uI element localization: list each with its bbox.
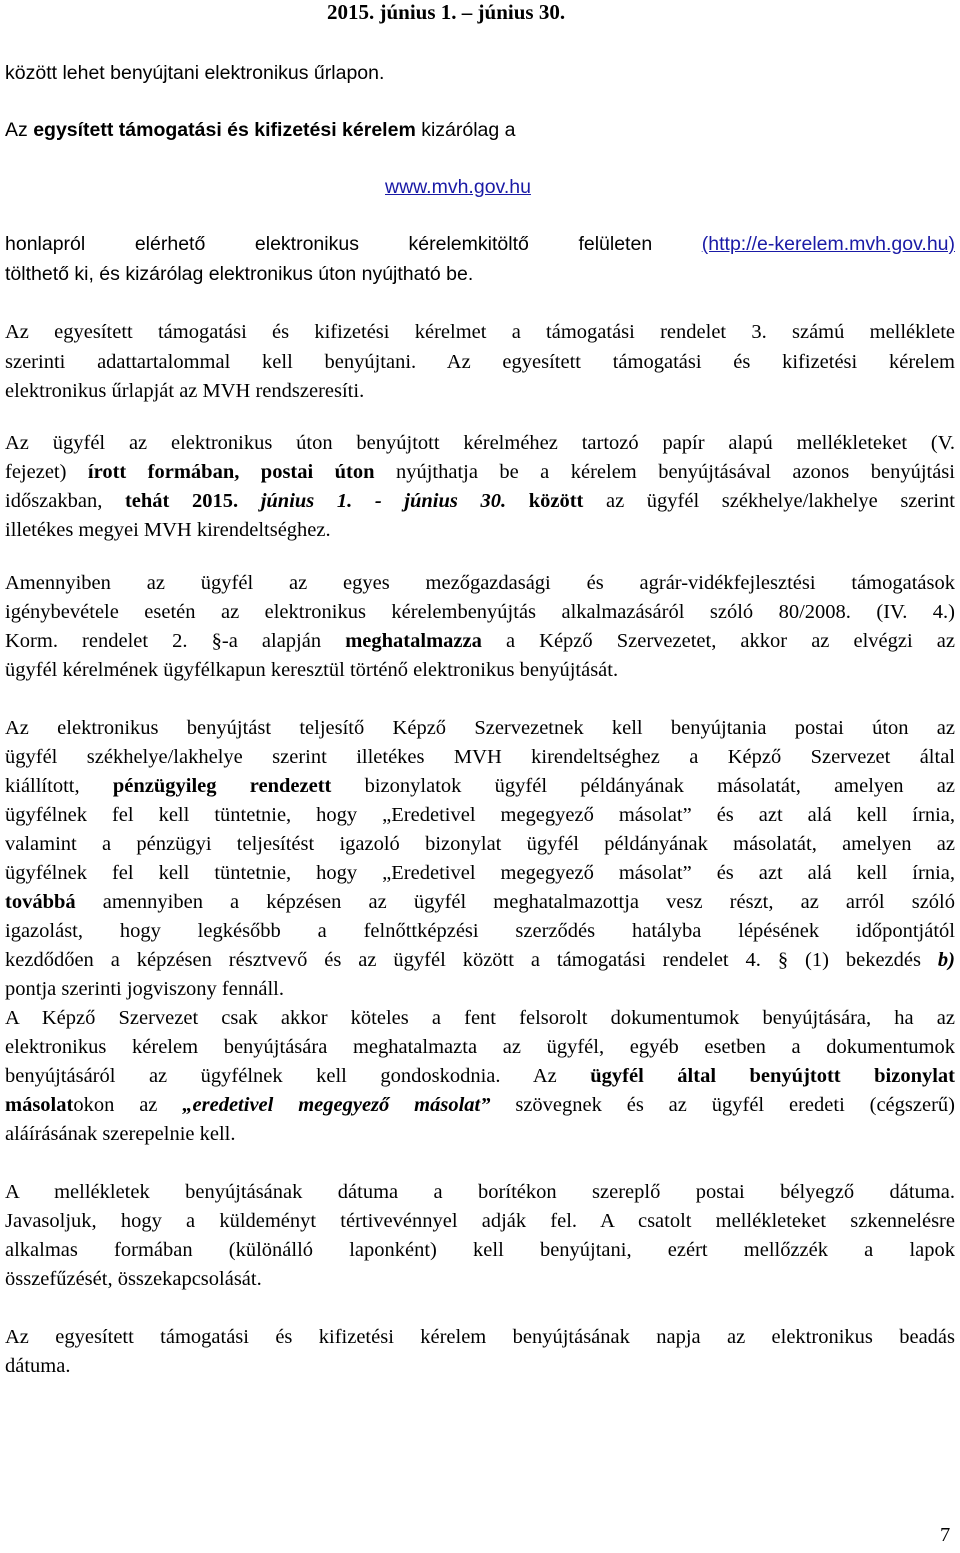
mvh-link-text[interactable]: www.mvh.gov.hu — [385, 176, 531, 198]
bold-text: írott formában, postai úton — [87, 461, 375, 483]
intro-text: honlapról elérhető elektronikus kérelemkitöltő felületen — [5, 233, 653, 255]
p2-line-2 — [5, 462, 955, 483]
p5-line-3: alkalmas formában (különálló laponként) kell benyújtani, ezért mellőzzék a lapok — [5, 1239, 955, 1261]
bold-text: meghatalmazza — [345, 630, 482, 652]
text: Korm. rendelet 2. §-a alapján — [5, 630, 346, 652]
p6-line-1: Az egyesített támogatási és kifizetési kérelem benyújtásának napja az elektronikus beadás — [5, 1326, 955, 1348]
p5-line-2: Javasoljuk, hogy a küldeményt tértivevénnyel adják fel. A csatolt mellékleteket szkennelésre — [5, 1210, 955, 1232]
p4-line-6: ügyfélnek fel kell tüntetnie, hogy „Eredetivel megegyező másolat” és azt alá kell írnia, — [5, 862, 955, 884]
bold-text: másolat — [5, 1094, 74, 1116]
p4-line-11: A Képző Szervezet csak akkor köteles a fent felsorolt dokumentumok benyújtására, ha az — [5, 1007, 955, 1029]
p4-line-9 — [5, 950, 955, 971]
p2-line-1: Az ügyfél az elektronikus úton benyújtott kérelméhez tartozó papír alapú mellékleteket (V. — [5, 432, 955, 454]
p6-line-2: dátuma. — [5, 1355, 71, 1377]
p4-line-10: pontja szerinti jogviszony fennáll. — [5, 978, 284, 1000]
intro-line-3 — [5, 235, 955, 255]
bold-italic-text: „eredetivel megegyező másolat” — [182, 1094, 491, 1116]
p5-line-4: összefűzését, összekapcsolását. — [5, 1268, 262, 1290]
page-number: 7 — [940, 1524, 951, 1546]
text: a Képző Szervezetet, akkor az elvégzi az — [481, 630, 955, 652]
p4-line-8: igazolást, hogy legkésőbb a felnőttképzési szerződés hatályba lépésének időpontjától — [5, 920, 955, 942]
p1-line-3: elektronikus űrlapját az MVH rendszeresíti. — [5, 380, 365, 402]
p4-line-7 — [5, 892, 955, 913]
p4-line-1: Az elektronikus benyújtást teljesítő Képző Szervezetnek kell benyújtania postai úton az — [5, 717, 955, 739]
mvh-link[interactable] — [385, 178, 531, 198]
p2-line-3 — [5, 491, 955, 512]
text: nyújthatja be a kérelem benyújtásával azonos benyújtási — [374, 461, 955, 483]
p1-line-2: szerinti adattartalommal kell benyújtani. Az egyesített támogatási és kifizetési kérelem — [5, 351, 955, 373]
bold-text: között — [506, 490, 584, 512]
p3-line-2: igénybevétele esetén az elektronikus kérelembenyújtás alkalmazásáról szóló 80/2008. (IV. 4.) — [5, 601, 955, 623]
p4-line-2: ügyfél székhelye/lakhelye szerint illetékes MVH kirendeltséghez a Képző Szervezet által — [5, 746, 955, 768]
bold-text: tehát 2015. — [124, 490, 261, 512]
p4-line-4: ügyfélnek fel kell tüntetnie, hogy „Eredetivel megegyező másolat” és azt alá kell írnia, — [5, 804, 955, 826]
date-range-heading: 2015. június 1. – június 30. — [327, 0, 566, 24]
bold-italic-text: b) — [937, 949, 955, 971]
intro-line-1: között lehet benyújtani elektronikus űrlapon. — [5, 62, 385, 84]
p4-line-12: elektronikus kérelem benyújtására meghatalmazta az ügyfél, egyéb esetben a dokumentumok — [5, 1036, 955, 1058]
intro-line-4: tölthető ki, és kizárólag elektronikus úton nyújtható be. — [5, 263, 474, 285]
text: kezdődően a képzésen résztvevő és az ügyfél között a támogatási rendelet 4. § (1) bekezdés — [5, 949, 938, 971]
p4-line-15: aláírásának szerepelnie kell. — [5, 1123, 236, 1145]
intro-text: kizárólag a — [415, 119, 516, 141]
text: benyújtásáról az ügyfélnek kell gondoskodnia. Az — [5, 1065, 591, 1087]
p2-line-4: illetékes megyei MVH kirendeltséghez. — [5, 519, 331, 541]
bold-italic-text: június 1. - június 30. — [260, 490, 507, 512]
intro-text: Az — [5, 119, 34, 141]
p1-line-1: Az egyesített támogatási és kifizetési kérelmet a támogatási rendelet 3. számú melléklete — [5, 321, 955, 343]
intro-bold: egysített támogatási és kifizetési kérelem — [33, 119, 416, 141]
p3-line-3 — [5, 631, 955, 652]
bold-text: továbbá — [5, 891, 76, 913]
intro-line-2 — [5, 121, 516, 141]
p3-line-4: ügyfél kérelmének ügyfélkapun keresztül történő elektronikus benyújtását. — [5, 659, 619, 681]
p4-line-3 — [5, 776, 955, 797]
text: időszakban, — [5, 490, 125, 512]
p4-line-13 — [5, 1066, 955, 1087]
text: az ügyfél székhelye/lakhelye szerint — [583, 490, 955, 512]
text: bizonylatok ügyfél példányának másolatát, amelyen az — [331, 775, 955, 797]
p4-line-5: valamint a pénzügyi teljesítést igazoló bizonylat ügyfél példányának másolatát, amelyen az — [5, 833, 955, 855]
text: fejezet) — [5, 461, 88, 483]
p5-line-1: A mellékletek benyújtásának dátuma a borítékon szereplő postai bélyegző dátuma. — [5, 1181, 955, 1203]
text: amennyiben a képzésen az ügyfél meghatalmazottja vesz részt, az arról szóló — [75, 891, 955, 913]
text: kiállított, — [5, 775, 113, 797]
text: szövegnek és az ügyfél eredeti (cégszerű) — [490, 1094, 955, 1116]
ekerelem-link[interactable]: (http://e-kerelem.mvh.gov.hu) — [701, 233, 956, 255]
p3-line-1: Amennyiben az ügyfél az egyes mezőgazdasági és agrár-vidékfejlesztési támogatások — [5, 572, 955, 594]
text: okon az — [73, 1094, 183, 1116]
bold-text: ügyfél által benyújtott bizonylat — [590, 1065, 956, 1087]
p4-line-14 — [5, 1095, 955, 1116]
bold-text: pénzügyileg rendezett — [112, 775, 332, 797]
